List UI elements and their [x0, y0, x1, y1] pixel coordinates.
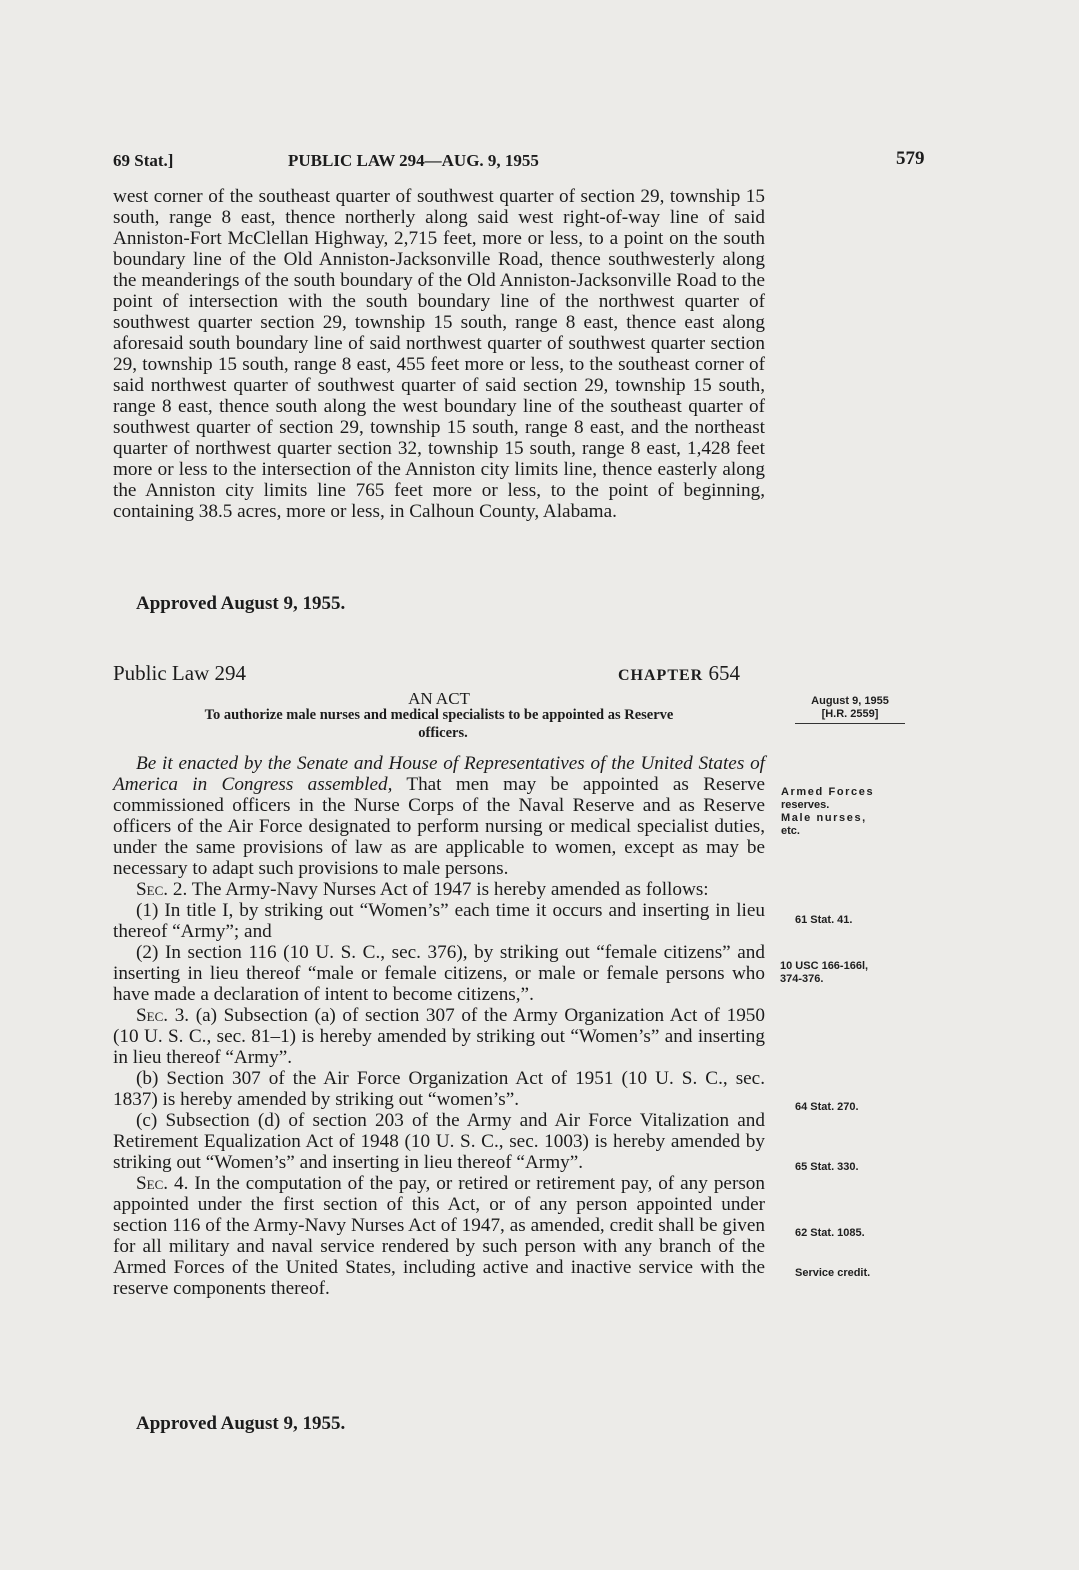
- subject-line-4: etc.: [781, 825, 800, 837]
- margin-note-64-stat: 64 Stat. 270.: [795, 1101, 859, 1113]
- section-2-intro: The Army-Navy Nurses Act of 1947 is hereby amended as follows:: [191, 879, 709, 900]
- act-body: [113, 753, 765, 1299]
- bill-number: [H.R. 2559]: [795, 708, 905, 724]
- section-1: [113, 753, 765, 879]
- margin-note-usc: [780, 960, 868, 986]
- section-2-para-1: (1) In title I, by striking out “Women’s” each time it occurs and inserting in lieu thereof “Army”; and: [113, 900, 765, 942]
- section-4: [113, 1173, 765, 1299]
- usc-line-2: 374-376.: [780, 973, 824, 985]
- margin-note-date: [795, 695, 905, 724]
- subject-line-3: Male nurses,: [781, 812, 867, 824]
- section-3-a: [113, 1005, 765, 1068]
- section-3-a-text: (a) Subsection (a) of section 307 of the Army Organization Act of 1950 (10 U. S. C., sec. 81–1) is hereby amended by striking out “Women’s” and inserting in lieu thereof “Army”.: [113, 1005, 765, 1068]
- margin-note-service-credit: Service credit.: [795, 1267, 871, 1279]
- section-2-para-2: (2) In section 116 (10 U. S. C., sec. 376), by striking out “female citizens” and inserting in lieu thereof “male or female citizens, or male or female persons who have made a declaration of intent to become citizens,”.: [113, 942, 765, 1005]
- section-4-text: In the computation of the pay, or retired or retirement pay, of any person appointed under the first section of this Act, or of any person appointed under section 116 of the Army-Navy Nurses Act of 1947, as amended, credit shall be given for all military and naval service rendered by such person with any branch of the Armed Forces of the United States, including active and inactive service with the reserve components thereof.: [113, 1173, 765, 1299]
- chapter-heading: [618, 661, 740, 686]
- subject-line-2: reserves.: [781, 799, 830, 811]
- section-2: [113, 879, 765, 900]
- section-1-text: That men may be appointed as Reserve commissioned officers in the Nurse Corps of the Naval Reserve and as Reserve officers of the Air Force designated to perform nursing or medical specialist duties, under the same provisions of law as are applicable to women, except as may be necessary to adapt such provisions to male persons.: [113, 774, 765, 879]
- page-number: 579: [896, 148, 925, 169]
- usc-line-1: 10 USC 166-166l,: [780, 960, 869, 972]
- enactment-date: August 9, 1955: [811, 695, 889, 707]
- approved-line-1: Approved August 9, 1955.: [136, 593, 346, 614]
- continuation-paragraph: west corner of the southeast quarter of southwest quarter of section 29, township 15 south, range 8 east, thence northerly along said west right-of-way line of said Anniston-Fort McClellan Highway, 2,715 feet, more or less, to a point on the south boundary line of the Old Anniston-Jacksonville Road, thence southwesterly along the meanderings of the south boundary of the Old Anniston-Jacksonville Road to the point of intersection with the south boundary line of the northwest quarter of southwest quarter section 29, township 15 south, range 8 east, thence east along aforesaid south boundary line of said northwest quarter of southwest quarter section 29, township 15 south, range 8 east, 455 feet more or less, to the southeast corner of said northwest quarter of southwest quarter of said section 29, township 15 south, range 8 east, thence south along the west boundary line of the southeast quarter of southwest quarter of section 29, township 15 south, range 8 east, and the northeast quarter of northwest quarter section 32, township 15 south, range 8 east, 1,428 feet more or less to the intersection of the Anniston city limits line, thence easterly along the Anniston city limits line 765 feet more or less, to the point of beginning, containing 38.5 acres, more or less, in Calhoun County, Alabama.: [113, 186, 765, 522]
- margin-note-61-stat: 61 Stat. 41.: [795, 914, 853, 926]
- section-3-label: Sec. 3.: [136, 1005, 190, 1026]
- chapter-number: 654: [708, 661, 740, 685]
- approved-line-2: Approved August 9, 1955.: [136, 1413, 346, 1434]
- continuation-text: [113, 186, 765, 522]
- section-4-label: Sec. 4.: [136, 1173, 189, 1194]
- section-3-c: (c) Subsection (d) of section 203 of the Army and Air Force Vitalization and Retirement Equalization Act of 1948 (10 U. S. C., sec. 1003) is hereby amended by striking out “Women’s” and inserting in lieu thereof “Army”.: [113, 1110, 765, 1173]
- chapter-label: CHAPTER: [618, 667, 704, 684]
- margin-note-subject: [781, 786, 874, 838]
- purpose-line-2: officers.: [418, 725, 468, 741]
- act-purpose: [113, 706, 765, 742]
- section-3-b: (b) Section 307 of the Air Force Organization Act of 1951 (10 U. S. C., sec. 1837) is hereby amended by striking out “women’s”.: [113, 1068, 765, 1110]
- margin-note-65-stat: 65 Stat. 330.: [795, 1161, 859, 1173]
- running-title: PUBLIC LAW 294—AUG. 9, 1955: [288, 151, 539, 170]
- section-2-label: Sec. 2.: [136, 879, 188, 900]
- running-head: [113, 148, 925, 174]
- subject-line-1: Armed Forces: [781, 786, 875, 798]
- purpose-line-1: To authorize male nurses and medical specialists to be appointed as Reserve: [204, 707, 674, 723]
- volume-citation: 69 Stat.]: [113, 151, 174, 170]
- margin-note-62-stat: 62 Stat. 1085.: [795, 1227, 865, 1239]
- an-act-heading: AN ACT: [408, 689, 470, 708]
- public-law-number: Public Law 294: [113, 661, 246, 685]
- enacting-clause: Be it enacted by the Senate and House of Representatives of the United States of America in Congress assembled,: [113, 753, 765, 795]
